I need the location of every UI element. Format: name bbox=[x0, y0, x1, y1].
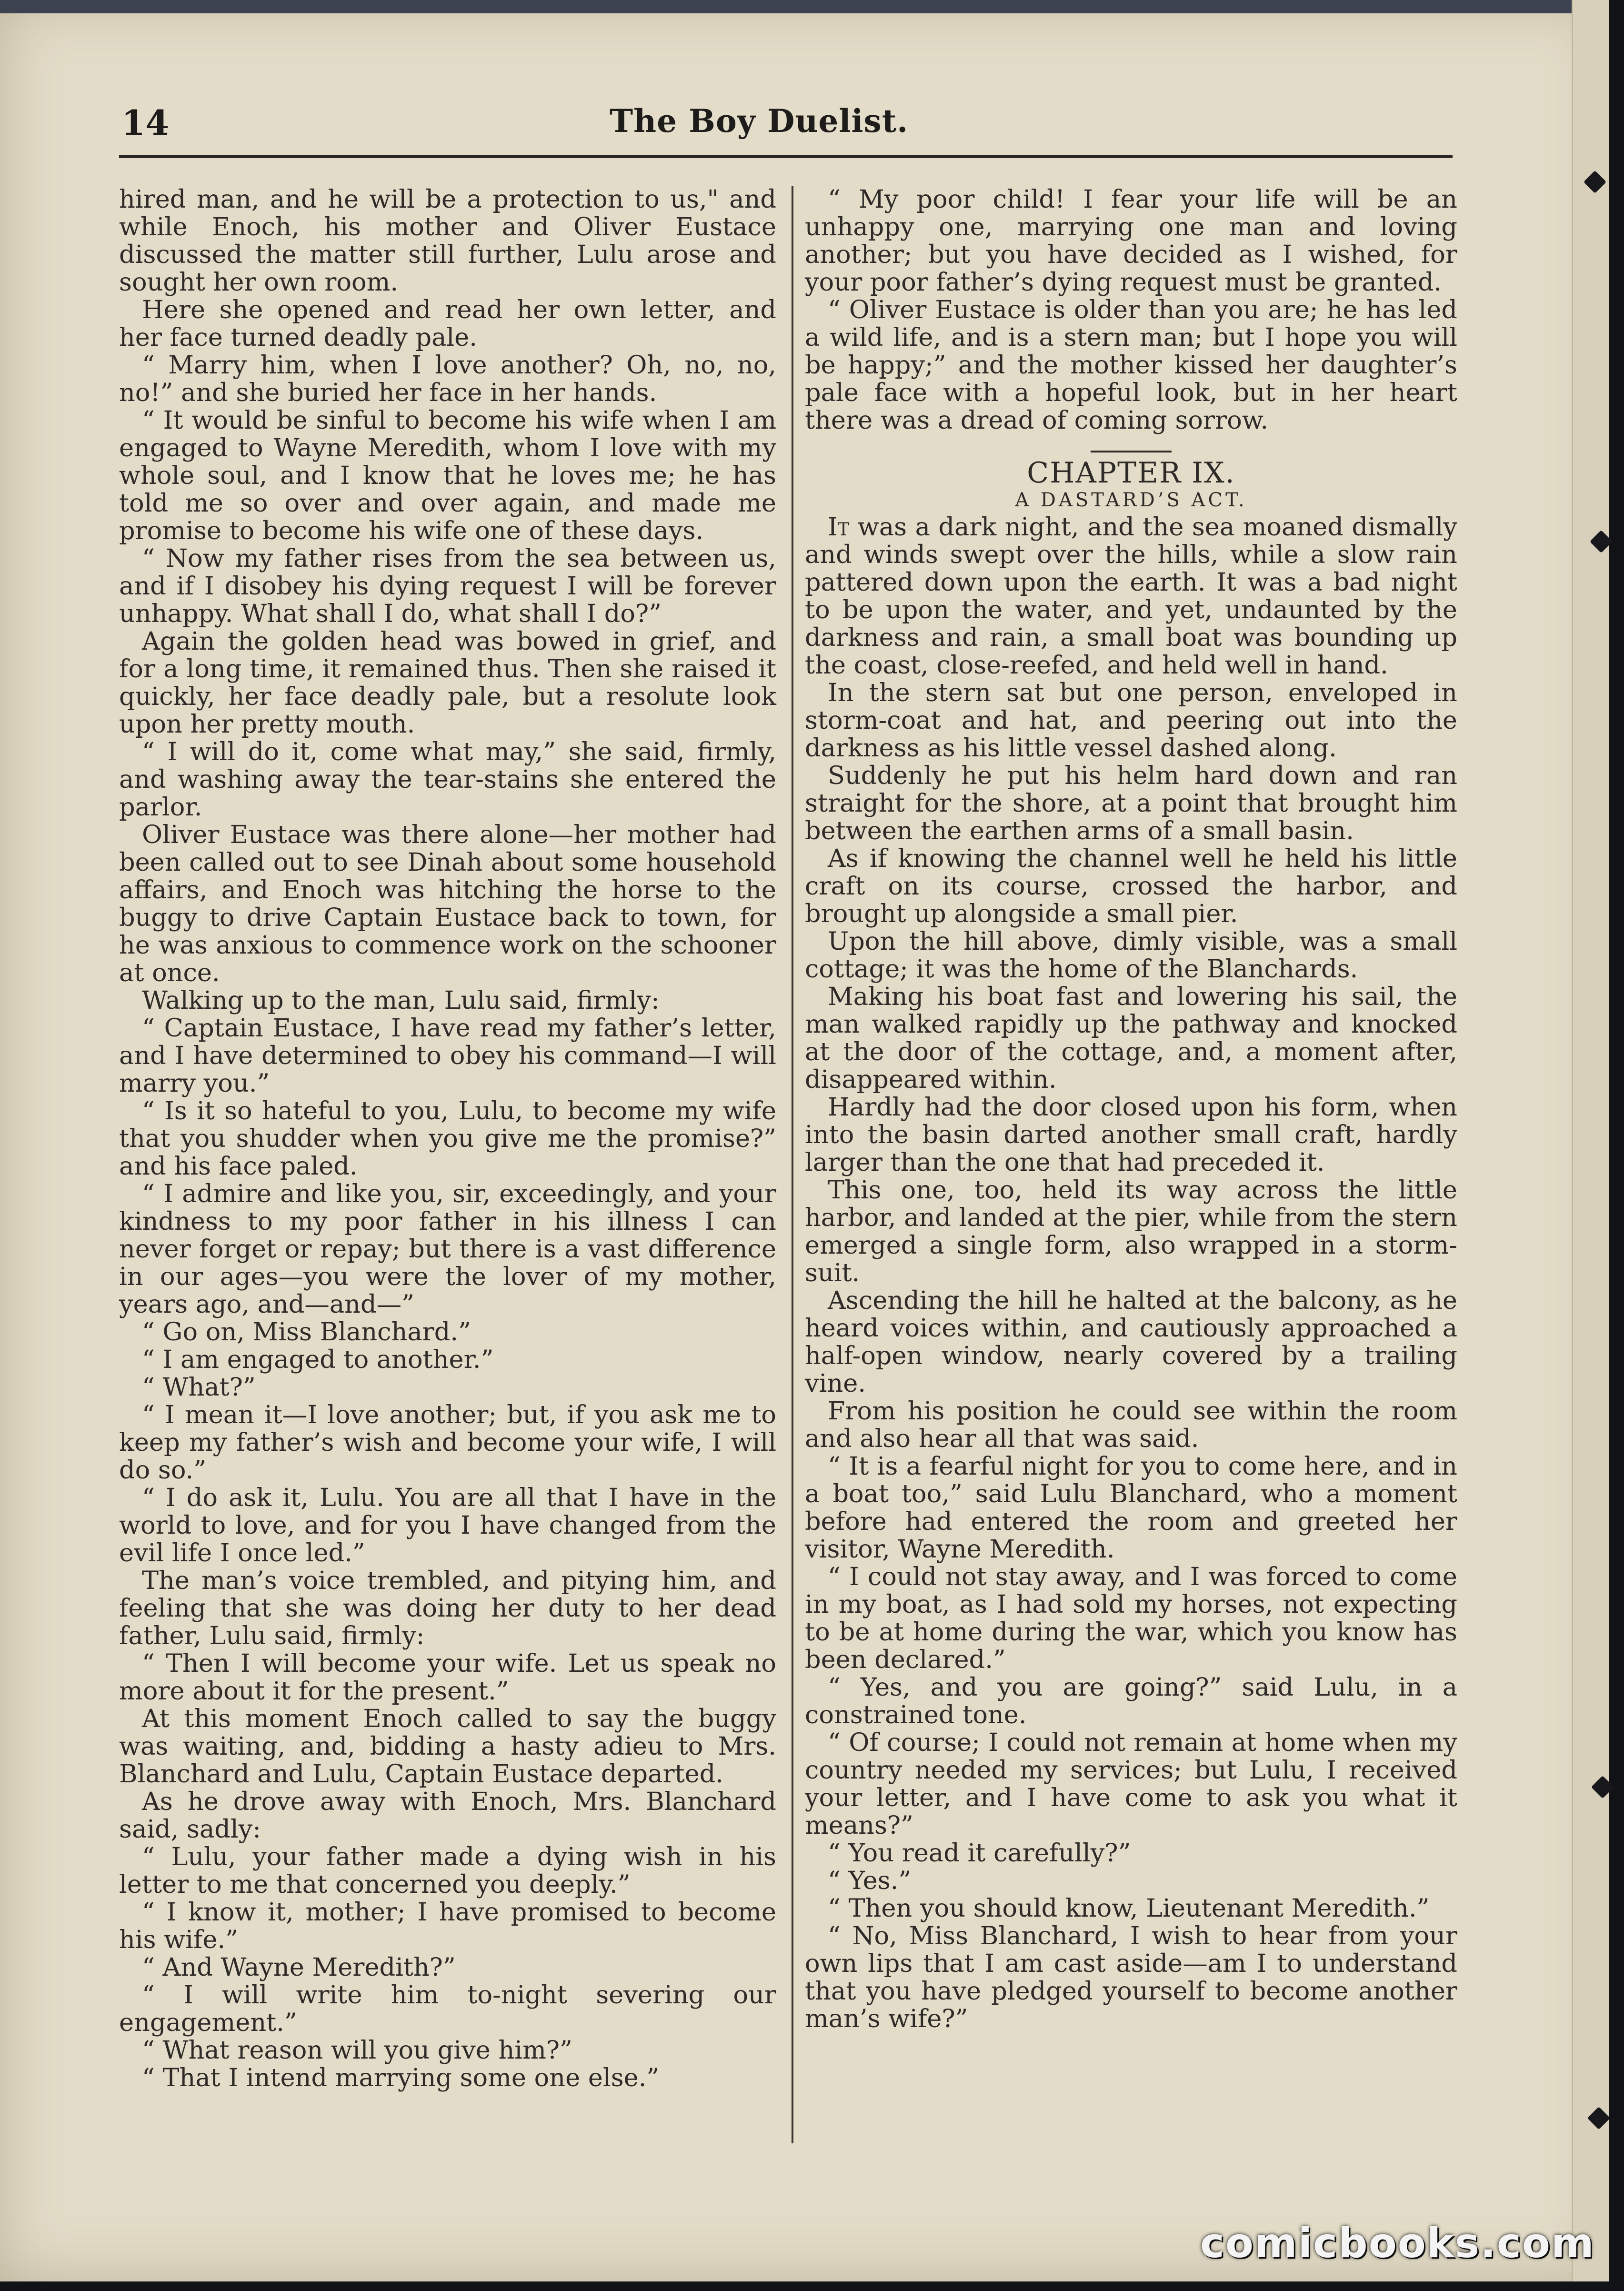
paragraph: “ Yes, and you are going?” said Lulu, in a constrained tone. bbox=[805, 1673, 1457, 1729]
paragraph: “ Lulu, your father made a dying wish in his letter to me that concerned you deeply.” bbox=[119, 1842, 776, 1899]
paragraph: “ What?” bbox=[142, 1373, 256, 1402]
paragraph: “ You read it carefully?” bbox=[828, 1839, 1131, 1868]
paragraph: “ Go on, Miss Blanchard.” bbox=[142, 1317, 471, 1346]
paragraph: “ No, Miss Blanchard, I wish to hear from your own lips that I am cast aside—am I to understand that you have pledged yourself to become another man’s wife?” bbox=[805, 1921, 1457, 2033]
paragraph: “ It is a fearful night for you to come here, and in a boat too,” said Lulu Blanchard, who a moment before had entered the room and greeted her visitor, Wayne Meredith. bbox=[805, 1452, 1457, 1564]
paragraph: “ I admire and like you, sir, exceedingly, and your kindness to my poor father in his illness I can never forget or repay; but there is a vast difference in our ages—you were the lover of my mother, years ago, and—and—” bbox=[119, 1179, 776, 1319]
paragraph: Suddenly he put his helm hard down and ran straight for the shore, at a point that brought him between the earthen arms of a small basin. bbox=[805, 761, 1457, 845]
paragraph: “ It would be sinful to become his wife when I am engaged to Wayne Meredith, whom I love with my whole soul, and I know that he loves me; he has told me so over and over again, and made me promise to become his wife one of these days. bbox=[119, 406, 776, 545]
column-divider bbox=[792, 186, 793, 2143]
paragraph: “ Now my father rises from the sea between us, and if I disobey his dying request I will be forever unhappy. What shall I do, what shall I do?” bbox=[119, 544, 776, 628]
paragraph: “ What reason will you give him?” bbox=[142, 2036, 572, 2065]
scan-border-top bbox=[0, 0, 1607, 13]
paragraph: “ Marry him, when I love another? Oh, no, no, no!” and she buried her face in her hands. bbox=[119, 351, 776, 407]
paragraph: “ I will do it, come what may,” she said, firmly, and washing away the tear-stains she entered the parlor. bbox=[119, 737, 776, 822]
paragraph: Hardly had the door closed upon his form, when into the basin darted another small craft, hardly larger than the one that had preceded it. bbox=[805, 1093, 1457, 1177]
paragraph: “ And Wayne Meredith?” bbox=[142, 1953, 456, 1982]
paragraph: “ Of course; I could not remain at home when my country needed my services; but Lulu, I received your letter, and I have come to ask you what it means?” bbox=[805, 1728, 1457, 1840]
paragraph: In the stern sat but one person, enveloped in storm-coat and hat, and peering out into the darkness as his little vessel dashed along. bbox=[805, 678, 1457, 763]
paragraph: The man’s voice trembled, and pitying him, and feeling that she was doing her duty to her dead father, Lulu said, firmly: bbox=[119, 1566, 776, 1650]
left-column bbox=[119, 186, 776, 2092]
opening-text: was a dark night, and the sea moaned dismally and winds swept over the hills, while a slow rain pattered down upon the earth. It was a bad night to be upon the water, and yet, undaunted by the darkness and rain, a small boat was bounding up the coast, close-reefed, and held well in hand. bbox=[805, 512, 1457, 680]
paragraph: As if knowing the channel well he held his little craft on its course, crossed the harbor, and brought up alongside a small pier. bbox=[805, 844, 1457, 928]
paragraph: “ Is it so hateful to you, Lulu, to become my wife that you shudder when you give me the promise?” and his face paled. bbox=[119, 1096, 776, 1181]
paragraph: “ Then you should know, Lieutenant Meredith.” bbox=[828, 1894, 1430, 1923]
paragraph: Ascending the hill he halted at the balcony, as he heard voices within, and cautiously approached a half-open window, nearly covered by a trailing vine. bbox=[805, 1286, 1457, 1398]
paragraph: “ I do ask it, Lulu. You are all that I have in the world to love, and for you I have changed from the evil life I once led.” bbox=[119, 1483, 776, 1568]
header-rule bbox=[119, 155, 1453, 158]
paragraph: At this moment Enoch called to say the buggy was waiting, and, bidding a hasty adieu to Mrs. Blanchard and Lulu, Captain Eustace departed. bbox=[119, 1704, 776, 1789]
paragraph: “ Yes.” bbox=[828, 1866, 912, 1895]
paragraph: “ I could not stay away, and I was forced to come in my boat, as I had sold my horses, not expecting to be at home during the war, which you know has been declared.” bbox=[805, 1562, 1457, 1674]
paragraph: Walking up to the man, Lulu said, firmly: bbox=[142, 986, 660, 1015]
chapter-heading bbox=[805, 451, 1457, 512]
paragraph: Again the golden head was bowed in grief, and for a long time, it remained thus. Then she raised it quickly, her face deadly pale, but a resolute look upon her pretty mouth. bbox=[119, 627, 776, 739]
paragraph: “ I know it, mother; I have promised to become his wife.” bbox=[119, 1898, 776, 1954]
paragraph: “ I mean it—I love another; but, if you ask me to keep my father’s wish and become your wife, I will do so.” bbox=[119, 1400, 776, 1485]
paragraph: “ That I intend marrying some one else.” bbox=[142, 2063, 660, 2092]
paragraph: “ Then I will become your wife. Let us speak no more about it for the present.” bbox=[119, 1649, 776, 1706]
paragraph: “ Captain Eustace, I have read my father’s letter, and I have determined to obey his command—I will marry you.” bbox=[119, 1014, 776, 1098]
paragraph: Oliver Eustace was there alone—her mother had been called out to see Dinah about some household affairs, and Enoch was hitching the horse to the buggy to drive Captain Eustace back to town, for he was anxious to commence work on the schooner at once. bbox=[119, 820, 776, 987]
paragraph: “ Oliver Eustace is older than you are; he has led a wild life, and is a stern man; but I hope you will be happy;” and the mother kissed her daughter’s pale face with a hopeful look, but in her heart there was a dread of coming sorrow. bbox=[805, 295, 1457, 435]
paragraph: hired man, and he will be a protection to us," and while Enoch, his mother and Oliver Eustace discussed the matter still further, Lulu arose and sought her own room. bbox=[119, 185, 776, 297]
paragraph: “ My poor child! I fear your life will be an unhappy one, marrying one man and loving another; but you have decided as I wished, for your poor father’s dying request must be granted. bbox=[805, 185, 1457, 297]
paragraph: Upon the hill above, dimly visible, was a small cottage; it was the home of the Blanchards. bbox=[805, 927, 1457, 984]
source-watermark: comicbooks.com bbox=[1200, 2220, 1595, 2267]
paragraph: From his position he could see within the room and also hear all that was said. bbox=[805, 1397, 1457, 1453]
paragraph: As he drove away with Enoch, Mrs. Blanchard said, sadly: bbox=[119, 1787, 776, 1844]
paragraph: “ I am engaged to another.” bbox=[142, 1345, 494, 1374]
paragraph: Here she opened and read her own letter, and her face turned deadly pale. bbox=[119, 295, 776, 352]
chapter-title: CHAPTER IX. bbox=[1027, 456, 1235, 490]
chapter-rule bbox=[1091, 451, 1172, 452]
right-column bbox=[805, 186, 1457, 2033]
drop-word: It bbox=[828, 512, 850, 542]
page-number: 14 bbox=[121, 102, 170, 143]
chapter-subtitle: A DASTARD’S ACT. bbox=[1015, 489, 1247, 511]
page-edge bbox=[1572, 0, 1609, 2281]
paragraph: “ I will write him to-night severing our engagement.” bbox=[119, 1980, 776, 2037]
paragraph: Making his boat fast and lowering his sail, the man walked rapidly up the pathway and knocked at the door of the cottage, and, a moment after, disappeared within. bbox=[805, 982, 1457, 1094]
chapter-opening-paragraph bbox=[805, 513, 1457, 679]
running-title: The Boy Duelist. bbox=[610, 102, 909, 140]
paragraph: This one, too, held its way across the little harbor, and landed at the pier, while from the stern emerged a single form, also wrapped in a storm-suit. bbox=[805, 1176, 1457, 1287]
